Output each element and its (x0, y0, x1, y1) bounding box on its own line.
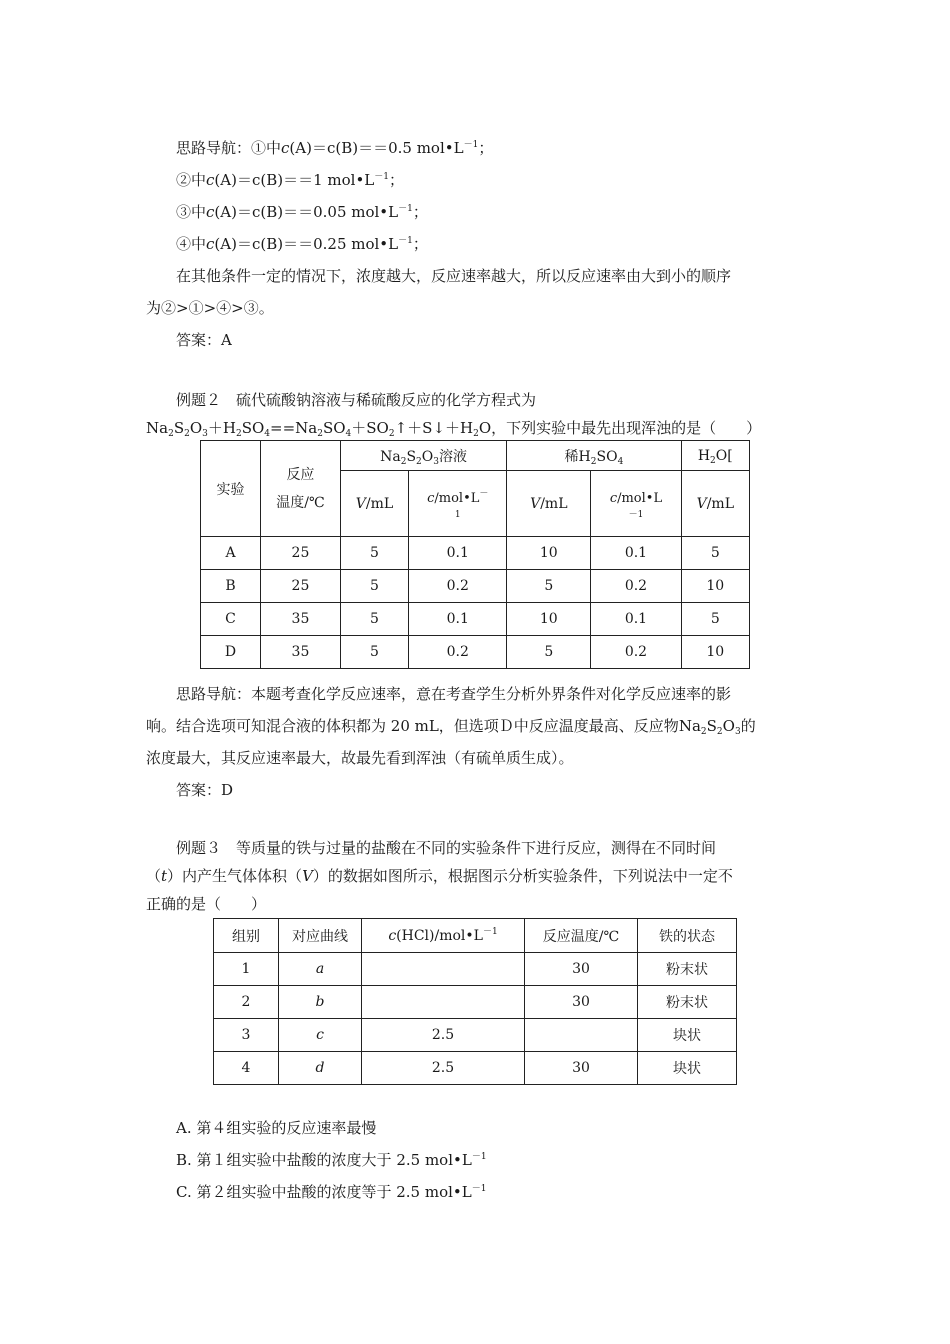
guide1-conclusion-cont: 为②>①>④>③。 (146, 299, 274, 317)
option-a: A. 第４组实验的反应速率最慢 (176, 1119, 377, 1137)
guide1-line2: ②中c(A)＝c(B)＝＝1 $mol•L^{-1}$； (176, 171, 405, 189)
guide1-line1: 思路导航：①中c(A)＝c(B)＝＝0.5 $mol•L^{-1}$； (176, 139, 494, 157)
example2-table (200, 440, 750, 669)
table-row: 3 c 2.5 块状 (214, 1019, 737, 1052)
example2-title: 例题２ 硫代硫酸钠溶液与稀硫酸反应的化学方程式为 (176, 391, 537, 409)
header-v3: V/mL (681, 471, 749, 537)
header-na2s2o3: $Na_2S_2O_3$溶液 (340, 441, 506, 471)
header-concentration: $c(HCl)/mol•L^{-1}$ (362, 919, 525, 953)
example2-equation: $Na_2S_2O_3+H_2SO_4==Na_2SO_4+SO_2↑+S↓+H_2O$，下列实验中最先出现浑浊的是（ ） (146, 419, 762, 439)
header-v2: V/mL (507, 471, 591, 537)
option-b: B. 第１组实验中盐酸的浓度大于 2.5 $mol•L^{-1}$ (176, 1151, 487, 1169)
example3-line3: 正确的是（ ） (146, 895, 267, 913)
header-group: 组别 (214, 919, 279, 953)
header-c1: c/mol•L－ 1 (409, 471, 507, 537)
example3-line2: （t）内产生气体体积（V）的数据如图所示，根据图示分析实验条件，下列说法中一定不 (146, 867, 733, 885)
header-temp: 反应温度/℃ (525, 919, 638, 953)
example2-guide: 思路导航：本题考查化学反应速率，意在考查学生分析外界条件对化学反应速率的影 (176, 685, 732, 703)
table-row: A 25 5 0.1 10 0.1 5 (201, 537, 750, 570)
header-h2so4: 稀$H_2SO_4$ (507, 441, 681, 471)
table-row: 1 a 30 粉末状 (214, 953, 737, 986)
table-row: 4 d 2.5 30 块状 (214, 1052, 737, 1085)
table-row: 2 b 30 粉末状 (214, 986, 737, 1019)
example3-title: 例题３ 等质量的铁与过量的盐酸在不同的实验条件下进行反应，测得在不同时间 (176, 839, 717, 857)
table-row: C 35 5 0.1 10 0.1 5 (201, 603, 750, 636)
table-row: B 25 5 0.2 5 0.2 10 (201, 570, 750, 603)
guide1-line4: ④中c(A)＝c(B)＝＝0.25 $mol•L^{-1}$； (176, 235, 428, 253)
option-c: C. 第２组实验中盐酸的浓度等于 2.5 $mol•L^{-1}$ (176, 1183, 487, 1201)
example3-table (213, 918, 737, 1085)
header-state: 铁的状态 (638, 919, 737, 953)
header-c2: c/mol•L －1 (591, 471, 681, 537)
example2-guide-cont: 响。结合选项可知混合液的体积都为 20 mL，但选项Ｄ中反应温度最高、反应物$Na_2S_2O_3$的 (146, 717, 756, 737)
example2-answer: 答案：D (176, 781, 234, 799)
header-curve: 对应曲线 (279, 919, 362, 953)
guide1-line3: ③中c(A)＝c(B)＝＝0.05 $mol•L^{-1}$； (176, 203, 428, 221)
header-v1: V/mL (340, 471, 408, 537)
guide1-answer: 答案：A (176, 331, 232, 349)
header-temperature: 反应 温度/℃ (261, 441, 341, 537)
header-experiment: 实验 (201, 441, 261, 537)
table-row: D 35 5 0.2 5 0.2 10 (201, 636, 750, 669)
header-h2o: $H_2O$[ (681, 441, 749, 471)
guide1-conclusion: 在其他条件一定的情况下，浓度越大，反应速率越大，所以反应速率由大到小的顺序 (176, 267, 732, 285)
example2-guide-cont2: 浓度最大，其反应速率最大，故最先看到浑浊（有硫单质生成）。 (146, 749, 574, 767)
